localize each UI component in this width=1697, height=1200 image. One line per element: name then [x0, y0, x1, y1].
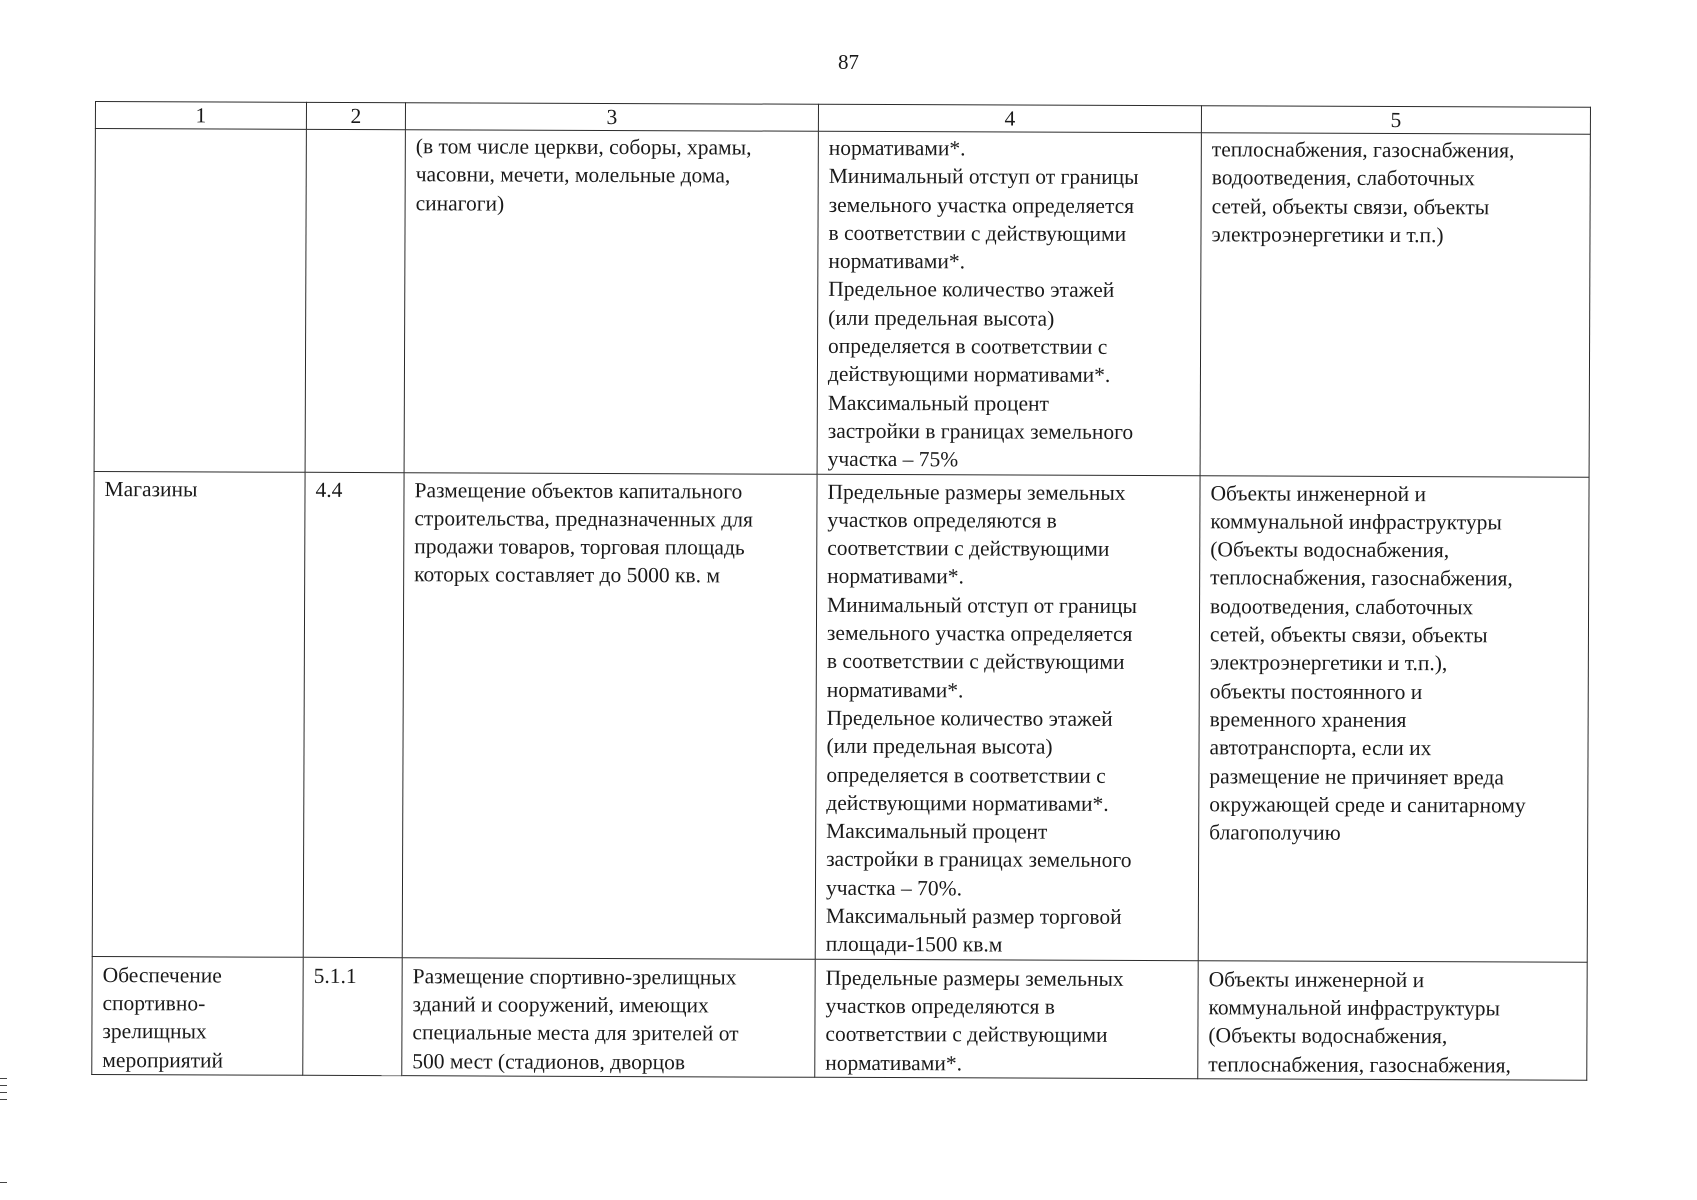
- text-line: объекты постоянного и: [1209, 678, 1423, 704]
- text-line: зрелищных: [102, 1019, 207, 1044]
- text-line: спортивно-: [102, 990, 206, 1016]
- column-number-3: 3: [405, 103, 818, 132]
- text-line: площади-1500 кв.м: [825, 932, 1003, 957]
- text-line: земельного участка определяется: [828, 192, 1135, 218]
- text-line: Предельные размеры земельных: [825, 965, 1124, 991]
- text-line: окружающей среде и санитарному: [1209, 792, 1526, 818]
- use-code-cell: [305, 129, 405, 472]
- column-number-2: 2: [306, 102, 405, 129]
- text-line: застройки в границах земельного: [827, 418, 1134, 444]
- text-line: Объекты инженерной и: [1210, 480, 1427, 506]
- text-line: теплоснабжения, газоснабжения,: [1208, 1051, 1511, 1077]
- text-line: участков определяются в: [825, 993, 1056, 1019]
- use-name-cell: [92, 471, 305, 957]
- text-line: участка – 75%: [827, 447, 959, 472]
- text-line: (или предельная высота): [828, 305, 1055, 331]
- text-line: (Объекты водоснабжения,: [1210, 537, 1450, 563]
- text-line: участков определяются в: [827, 507, 1057, 533]
- text-line: теплоснабжения, газоснабжения,: [1211, 137, 1515, 163]
- page-number: 87: [838, 50, 859, 74]
- text-line: нормативами*.: [828, 249, 966, 274]
- table-row-sport-events: [92, 956, 1587, 1080]
- text-line: электроэнергетики и т.п.): [1211, 222, 1444, 248]
- text-line: Размещение спортивно-зрелищных: [412, 963, 737, 990]
- text-line: в соответствии с действующими: [826, 649, 1125, 675]
- text-line: Предельные размеры земельных: [827, 479, 1126, 505]
- column-number-5: 5: [1201, 106, 1590, 134]
- zoning-table: [91, 101, 1591, 1081]
- text-line: Магазины: [104, 476, 198, 501]
- text-line: размещение не причиняет вреда: [1209, 763, 1504, 789]
- column-number-4: 4: [818, 104, 1201, 132]
- use-description-cell: [404, 130, 818, 474]
- text-line: соответствии с действующими: [827, 535, 1110, 562]
- text-line: коммунальной инфраструктуры: [1210, 509, 1502, 535]
- text-line: сетей, объекты связи, объекты: [1211, 193, 1490, 219]
- scan-margin-mark: [0, 1078, 7, 1079]
- text-line: Максимальный процент: [827, 390, 1050, 416]
- text-line: 500 мест (стадионов, дворцов: [412, 1048, 686, 1074]
- text-line: благополучию: [1209, 820, 1341, 845]
- text-line: в соответствии с действующими: [828, 220, 1127, 246]
- text-line: нормативами*.: [826, 677, 964, 702]
- text-line: участка – 70%.: [825, 875, 963, 901]
- text-line: электроэнергетики и т.п.),: [1209, 650, 1448, 676]
- text-line: (в том числе церкви, соборы, храмы,: [415, 134, 752, 160]
- scan-margin-mark: [0, 1099, 7, 1100]
- text-line: (или предельная высота): [826, 734, 1053, 759]
- use-description-cell: [402, 957, 815, 1077]
- text-line: Минимальный отступ от границы: [828, 164, 1139, 190]
- auxiliary-uses-cell: [1198, 960, 1587, 1080]
- text-line: временного хранения: [1209, 707, 1407, 732]
- text-line: часовни, мечети, молельные дома,: [415, 162, 731, 188]
- text-line: Объекты инженерной и: [1208, 966, 1425, 992]
- table-row-religious-continued: [94, 129, 1590, 477]
- text-line: соответствии с действующими: [825, 1022, 1108, 1048]
- use-code-cell: 5.1.1: [303, 957, 402, 1076]
- text-line: нормативами*.: [827, 564, 964, 589]
- text-line: Максимальный процент: [826, 818, 1048, 844]
- auxiliary-uses-cell: [1200, 133, 1590, 477]
- text-line: Предельное количество этажей: [826, 705, 1113, 731]
- text-line: Максимальный размер торговой: [825, 903, 1122, 929]
- text-line: мероприятий: [102, 1047, 224, 1072]
- text-line: определяется в соответствии с: [826, 762, 1106, 788]
- text-line: Обеспечение: [102, 962, 222, 988]
- text-line: нормативами*.: [825, 1050, 963, 1075]
- text-line: Предельное количество этажей: [828, 277, 1115, 303]
- text-line: строительства, предназначенных для: [414, 506, 753, 532]
- scan-margin-mark: [0, 1092, 7, 1093]
- use-name-cell: [94, 129, 306, 472]
- text-line: коммунальной инфраструктуры: [1208, 995, 1501, 1021]
- text-line: синагоги): [415, 190, 505, 216]
- text-line: земельного участка определяется: [826, 620, 1133, 647]
- text-line: действующими нормативами*.: [826, 790, 1109, 816]
- text-line: продажи товаров, торговая площадь: [414, 534, 745, 560]
- use-code-cell: 4.4: [303, 472, 404, 957]
- text-line: нормативами*.: [828, 135, 966, 161]
- text-line: определяется в соответствии с: [828, 333, 1108, 359]
- text-line: сетей, объекты связи, объекты: [1209, 622, 1488, 648]
- text-line: автотранспорта, если их: [1209, 735, 1432, 761]
- text-line: водоотведения, слаботочных: [1211, 165, 1475, 191]
- text-line: зданий и сооружений, имеющих: [412, 992, 709, 1018]
- text-line: застройки в границах земельного: [826, 847, 1132, 873]
- scan-margin-mark: [0, 1085, 7, 1086]
- text-line: действующими нормативами*.: [827, 362, 1111, 388]
- text-line: Размещение объектов капитального: [414, 477, 743, 504]
- text-line: специальные места для зрителей от: [412, 1020, 739, 1046]
- column-number-1: 1: [95, 102, 306, 130]
- text-line: которых составляет до 5000 кв. м: [414, 562, 721, 588]
- table-row-shops: [92, 471, 1589, 962]
- use-name-cell: [92, 956, 303, 1075]
- limit-parameters-cell: [815, 959, 1198, 1079]
- text-line: водоотведения, слаботочных: [1210, 594, 1474, 620]
- limit-parameters-cell: [817, 131, 1201, 475]
- scan-margin-mark: [0, 1182, 7, 1183]
- text-line: Минимальный отступ от границы: [827, 592, 1138, 618]
- auxiliary-uses-cell: [1198, 475, 1589, 962]
- text-line: (Объекты водоснабжения,: [1208, 1023, 1448, 1049]
- use-description-cell: [402, 472, 817, 959]
- text-line: теплоснабжения, газоснабжения,: [1210, 565, 1513, 591]
- limit-parameters-cell: [815, 474, 1200, 961]
